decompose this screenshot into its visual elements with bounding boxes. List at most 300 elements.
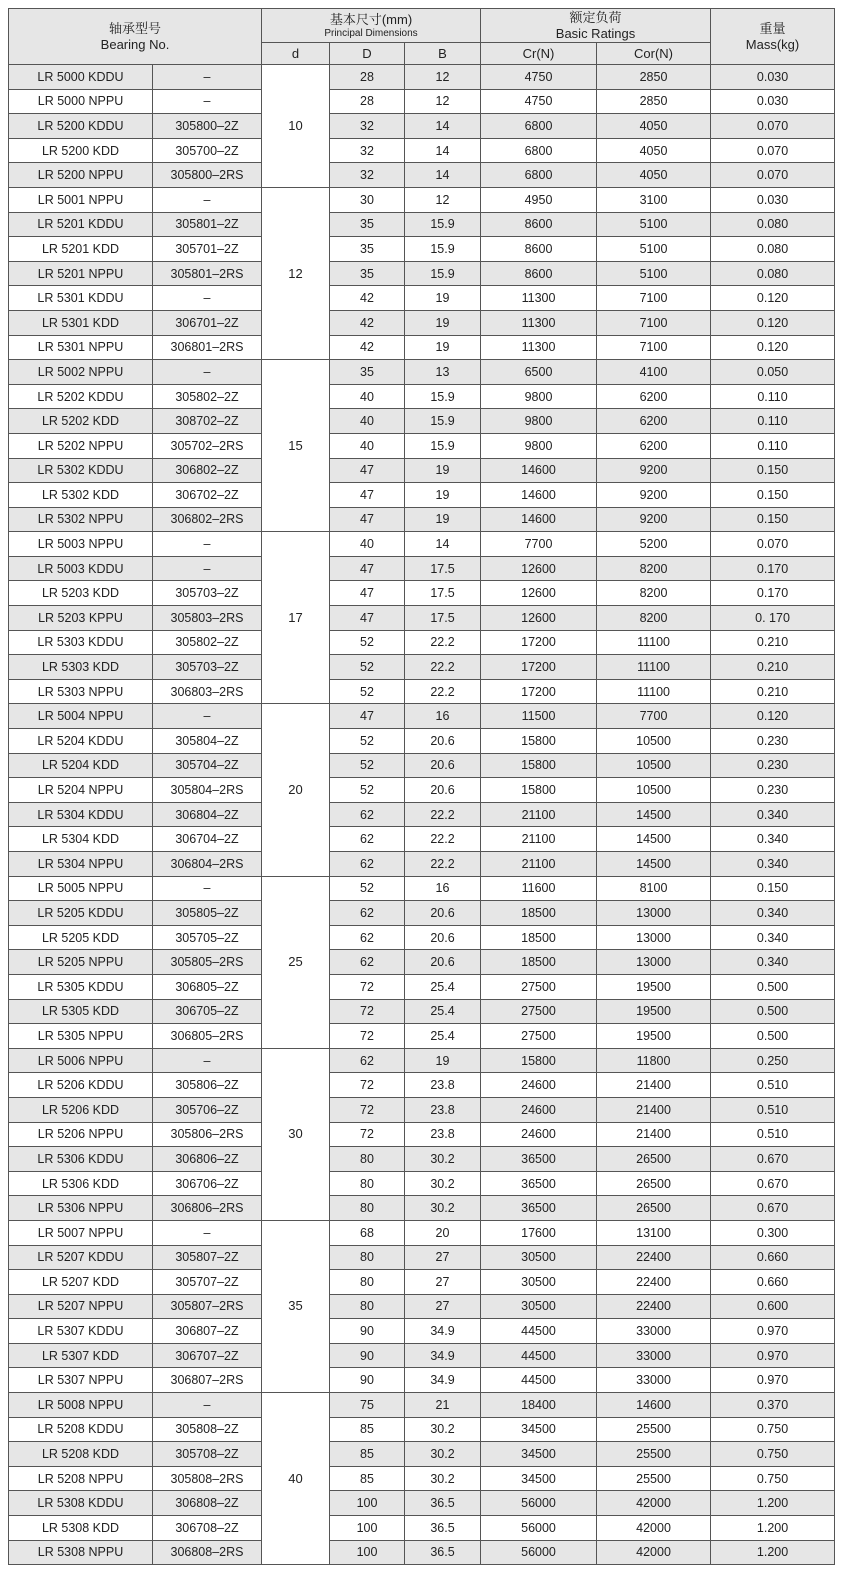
bearing-number-cell: LR 5302 KDDU: [9, 458, 153, 483]
table-row: [9, 1245, 835, 1270]
dynamic-rating-cell: 9800: [481, 384, 597, 409]
bearing-number-cell: LR 5305 KDDU: [9, 974, 153, 999]
dynamic-rating-cell: 24600: [481, 1097, 597, 1122]
static-rating-cell: 5100: [597, 212, 711, 237]
outer-diameter-cell: 40: [330, 532, 405, 557]
static-rating-cell: 4050: [597, 114, 711, 139]
equivalent-number-cell: 305807–2Z: [153, 1245, 262, 1270]
static-rating-cell: 14500: [597, 852, 711, 877]
equivalent-number-cell: 305801–2Z: [153, 212, 262, 237]
static-rating-cell: 10500: [597, 729, 711, 754]
mass-cell: 0.120: [711, 704, 835, 729]
equivalent-number-cell: –: [153, 65, 262, 90]
mass-cell: 0.510: [711, 1122, 835, 1147]
width-cell: 15.9: [405, 384, 481, 409]
width-cell: 23.8: [405, 1122, 481, 1147]
bearing-number-cell: LR 5305 NPPU: [9, 1024, 153, 1049]
bearing-number-cell: LR 5203 KDD: [9, 581, 153, 606]
static-rating-cell: 26500: [597, 1147, 711, 1172]
static-rating-cell: 25500: [597, 1466, 711, 1491]
equivalent-number-cell: 305801–2RS: [153, 261, 262, 286]
dynamic-rating-cell: 8600: [481, 261, 597, 286]
width-cell: 19: [405, 458, 481, 483]
outer-diameter-cell: 52: [330, 753, 405, 778]
static-rating-cell: 5200: [597, 532, 711, 557]
width-cell: 27: [405, 1294, 481, 1319]
table-row: [9, 704, 835, 729]
mass-cell: 0.150: [711, 458, 835, 483]
dynamic-rating-cell: 15800: [481, 753, 597, 778]
width-cell: 14: [405, 163, 481, 188]
bearing-number-cell: LR 5306 NPPU: [9, 1196, 153, 1221]
static-rating-cell: 19500: [597, 974, 711, 999]
outer-diameter-cell: 35: [330, 261, 405, 286]
bearing-number-header-cn: 轴承型号: [108, 21, 161, 36]
dynamic-rating-cell: 15800: [481, 778, 597, 803]
table-row: [9, 458, 835, 483]
dynamic-rating-cell: 36500: [481, 1196, 597, 1221]
dynamic-rating-cell: 7700: [481, 532, 597, 557]
static-rating-cell: 9200: [597, 507, 711, 532]
width-cell: 30.2: [405, 1442, 481, 1467]
mass-cell: 0.120: [711, 286, 835, 311]
dynamic-rating-cell: 12600: [481, 556, 597, 581]
mass-cell: 0.030: [711, 187, 835, 212]
bearing-number-cell: LR 5207 KDDU: [9, 1245, 153, 1270]
mass-cell: 0.210: [711, 679, 835, 704]
bearing-number-cell: LR 5305 KDD: [9, 999, 153, 1024]
table-row: [9, 729, 835, 754]
bearing-number-cell: LR 5003 NPPU: [9, 532, 153, 557]
mass-cell: 0.170: [711, 581, 835, 606]
width-cell: 30.2: [405, 1147, 481, 1172]
equivalent-number-cell: 306805–2RS: [153, 1024, 262, 1049]
table-row: [9, 852, 835, 877]
outer-diameter-cell: 52: [330, 630, 405, 655]
mass-cell: 0.340: [711, 925, 835, 950]
static-rating-cell: 22400: [597, 1245, 711, 1270]
static-rating-cell: 14600: [597, 1393, 711, 1418]
table-header: [9, 9, 835, 65]
static-rating-cell: 2850: [597, 89, 711, 114]
static-rating-cell: 5100: [597, 237, 711, 262]
equivalent-number-cell: 305802–2Z: [153, 384, 262, 409]
outer-diameter-cell: 62: [330, 925, 405, 950]
static-rating-cell: 11100: [597, 630, 711, 655]
table-row: [9, 802, 835, 827]
dynamic-rating-cell: 18500: [481, 950, 597, 975]
dynamic-rating-cell: 44500: [481, 1343, 597, 1368]
bearing-number-cell: LR 5201 NPPU: [9, 261, 153, 286]
outer-diameter-cell: 52: [330, 655, 405, 680]
dynamic-rating-cell: 6800: [481, 114, 597, 139]
dynamic-rating-cell: 18500: [481, 925, 597, 950]
mass-cell: 0.070: [711, 114, 835, 139]
static-rating-cell: 33000: [597, 1319, 711, 1344]
dynamic-rating-cell: 24600: [481, 1122, 597, 1147]
equivalent-number-cell: –: [153, 1220, 262, 1245]
bore-diameter-cell: 17: [262, 532, 330, 704]
static-rating-cell: 21400: [597, 1097, 711, 1122]
width-cell: 15.9: [405, 212, 481, 237]
equivalent-number-cell: 306808–2RS: [153, 1540, 262, 1565]
table-row: [9, 1048, 835, 1073]
bore-diameter-cell: 12: [262, 187, 330, 359]
static-rating-cell: 26500: [597, 1171, 711, 1196]
width-cell: 22.2: [405, 827, 481, 852]
width-cell: 30.2: [405, 1466, 481, 1491]
width-cell: 17.5: [405, 556, 481, 581]
width-cell: 12: [405, 89, 481, 114]
mass-cell: 0.030: [711, 89, 835, 114]
static-rating-cell: 10500: [597, 778, 711, 803]
bearing-number-cell: LR 5301 KDD: [9, 310, 153, 335]
basic-ratings-header: [481, 9, 711, 43]
static-rating-cell: 2850: [597, 65, 711, 90]
equivalent-number-cell: 305706–2Z: [153, 1097, 262, 1122]
equivalent-number-cell: 305705–2Z: [153, 925, 262, 950]
width-cell: 23.8: [405, 1073, 481, 1098]
equivalent-number-cell: 305803–2RS: [153, 606, 262, 631]
equivalent-number-cell: 305806–2Z: [153, 1073, 262, 1098]
table-row: [9, 925, 835, 950]
mass-cell: 0.660: [711, 1245, 835, 1270]
equivalent-number-cell: 305700–2Z: [153, 138, 262, 163]
outer-diameter-cell: 72: [330, 1073, 405, 1098]
mass-cell: 0.170: [711, 556, 835, 581]
width-cell: 16: [405, 704, 481, 729]
col-dynamic-rating-header: Cr(N): [481, 43, 597, 65]
dynamic-rating-cell: 11300: [481, 335, 597, 360]
bearing-number-cell: LR 5202 KDD: [9, 409, 153, 434]
width-cell: 15.9: [405, 409, 481, 434]
width-cell: 20.6: [405, 753, 481, 778]
outer-diameter-cell: 47: [330, 507, 405, 532]
dynamic-rating-cell: 15800: [481, 729, 597, 754]
dynamic-rating-cell: 14600: [481, 458, 597, 483]
outer-diameter-cell: 72: [330, 1097, 405, 1122]
bearing-number-cell: LR 5204 KDD: [9, 753, 153, 778]
outer-diameter-cell: 90: [330, 1368, 405, 1393]
outer-diameter-cell: 40: [330, 409, 405, 434]
mass-cell: 0.230: [711, 729, 835, 754]
mass-cell: 0.110: [711, 433, 835, 458]
outer-diameter-cell: 80: [330, 1196, 405, 1221]
dynamic-rating-cell: 27500: [481, 1024, 597, 1049]
static-rating-cell: 33000: [597, 1343, 711, 1368]
outer-diameter-cell: 80: [330, 1245, 405, 1270]
dynamic-rating-cell: 11300: [481, 310, 597, 335]
bearing-number-cell: LR 5004 NPPU: [9, 704, 153, 729]
equivalent-number-cell: 306804–2RS: [153, 852, 262, 877]
outer-diameter-cell: 100: [330, 1540, 405, 1565]
equivalent-number-cell: 305800–2RS: [153, 163, 262, 188]
mass-cell: 0.340: [711, 802, 835, 827]
bearing-number-cell: LR 5200 KDDU: [9, 114, 153, 139]
static-rating-cell: 42000: [597, 1516, 711, 1541]
table-row: [9, 753, 835, 778]
table-row: [9, 1220, 835, 1245]
table-row: [9, 655, 835, 680]
outer-diameter-cell: 47: [330, 483, 405, 508]
outer-diameter-cell: 47: [330, 458, 405, 483]
dynamic-rating-cell: 21100: [481, 827, 597, 852]
table-row: [9, 310, 835, 335]
static-rating-cell: 7100: [597, 335, 711, 360]
equivalent-number-cell: 305807–2RS: [153, 1294, 262, 1319]
bearing-number-cell: LR 5205 KDD: [9, 925, 153, 950]
bearing-number-cell: LR 5303 KDD: [9, 655, 153, 680]
mass-cell: 0.340: [711, 852, 835, 877]
mass-cell: 0.750: [711, 1417, 835, 1442]
bearing-number-cell: LR 5304 KDDU: [9, 802, 153, 827]
bearing-number-cell: LR 5207 NPPU: [9, 1294, 153, 1319]
mass-cell: 0.080: [711, 212, 835, 237]
bearing-number-header: [9, 9, 262, 65]
bore-diameter-cell: 20: [262, 704, 330, 876]
static-rating-cell: 10500: [597, 753, 711, 778]
equivalent-number-cell: 305808–2RS: [153, 1466, 262, 1491]
mass-cell: 0.150: [711, 876, 835, 901]
table-row: [9, 187, 835, 212]
static-rating-cell: 11100: [597, 655, 711, 680]
table-row: [9, 1540, 835, 1565]
mass-cell: 0.750: [711, 1442, 835, 1467]
static-rating-cell: 22400: [597, 1294, 711, 1319]
outer-diameter-cell: 42: [330, 335, 405, 360]
static-rating-cell: 11800: [597, 1048, 711, 1073]
bearing-number-cell: LR 5203 KPPU: [9, 606, 153, 631]
bearing-number-cell: LR 5000 NPPU: [9, 89, 153, 114]
table-row: [9, 1319, 835, 1344]
static-rating-cell: 42000: [597, 1540, 711, 1565]
bearing-number-cell: LR 5204 NPPU: [9, 778, 153, 803]
equivalent-number-cell: –: [153, 1393, 262, 1418]
width-cell: 14: [405, 532, 481, 557]
width-cell: 36.5: [405, 1516, 481, 1541]
outer-diameter-cell: 80: [330, 1270, 405, 1295]
outer-diameter-cell: 72: [330, 999, 405, 1024]
table-row: [9, 1516, 835, 1541]
outer-diameter-cell: 68: [330, 1220, 405, 1245]
width-cell: 14: [405, 114, 481, 139]
equivalent-number-cell: 305703–2Z: [153, 581, 262, 606]
bearing-number-cell: LR 5303 KDDU: [9, 630, 153, 655]
dynamic-rating-cell: 12600: [481, 606, 597, 631]
table-row: [9, 65, 835, 90]
static-rating-cell: 11100: [597, 679, 711, 704]
mass-cell: 0.210: [711, 655, 835, 680]
col-d-header: d: [262, 43, 330, 65]
bore-diameter-cell: 10: [262, 65, 330, 188]
dynamic-rating-cell: 11500: [481, 704, 597, 729]
equivalent-number-cell: 305805–2Z: [153, 901, 262, 926]
mass-cell: 0.750: [711, 1466, 835, 1491]
dynamic-rating-cell: 6500: [481, 360, 597, 385]
width-cell: 34.9: [405, 1343, 481, 1368]
outer-diameter-cell: 62: [330, 827, 405, 852]
equivalent-number-cell: 306808–2Z: [153, 1491, 262, 1516]
bearing-number-cell: LR 5302 KDD: [9, 483, 153, 508]
mass-cell: 0.600: [711, 1294, 835, 1319]
outer-diameter-cell: 85: [330, 1417, 405, 1442]
table-row: [9, 1122, 835, 1147]
bearing-spec-table: [8, 8, 835, 1565]
bearing-number-cell: LR 5206 NPPU: [9, 1122, 153, 1147]
static-rating-cell: 6200: [597, 409, 711, 434]
mass-cell: 1.200: [711, 1491, 835, 1516]
width-cell: 27: [405, 1245, 481, 1270]
dynamic-rating-cell: 12600: [481, 581, 597, 606]
width-cell: 22.2: [405, 852, 481, 877]
dynamic-rating-cell: 9800: [481, 433, 597, 458]
dynamic-rating-cell: 21100: [481, 852, 597, 877]
bearing-number-cell: LR 5206 KDDU: [9, 1073, 153, 1098]
dynamic-rating-cell: 11300: [481, 286, 597, 311]
outer-diameter-cell: 47: [330, 606, 405, 631]
mass-cell: 0.340: [711, 950, 835, 975]
width-cell: 15.9: [405, 237, 481, 262]
dynamic-rating-cell: 4950: [481, 187, 597, 212]
equivalent-number-cell: 305806–2RS: [153, 1122, 262, 1147]
mass-cell: 0.030: [711, 65, 835, 90]
mass-cell: 0.670: [711, 1171, 835, 1196]
equivalent-number-cell: 306704–2Z: [153, 827, 262, 852]
equivalent-number-cell: 306701–2Z: [153, 310, 262, 335]
bearing-number-cell: LR 5205 KDDU: [9, 901, 153, 926]
bearing-number-cell: LR 5306 KDD: [9, 1171, 153, 1196]
static-rating-cell: 13000: [597, 925, 711, 950]
static-rating-cell: 21400: [597, 1073, 711, 1098]
dynamic-rating-cell: 15800: [481, 1048, 597, 1073]
bearing-number-cell: LR 5202 KDDU: [9, 384, 153, 409]
outer-diameter-cell: 52: [330, 729, 405, 754]
outer-diameter-cell: 75: [330, 1393, 405, 1418]
outer-diameter-cell: 90: [330, 1343, 405, 1368]
width-cell: 17.5: [405, 581, 481, 606]
outer-diameter-cell: 62: [330, 950, 405, 975]
bearing-number-cell: LR 5308 KDDU: [9, 1491, 153, 1516]
outer-diameter-cell: 62: [330, 852, 405, 877]
equivalent-number-cell: 305704–2Z: [153, 753, 262, 778]
principal-dimensions-header-cn: 基本尺寸(mm): [329, 11, 413, 27]
equivalent-number-cell: 305802–2Z: [153, 630, 262, 655]
mass-cell: 0.070: [711, 138, 835, 163]
bearing-number-cell: LR 5003 KDDU: [9, 556, 153, 581]
mass-cell: 0.150: [711, 483, 835, 508]
bearing-number-cell: LR 5307 KDD: [9, 1343, 153, 1368]
outer-diameter-cell: 100: [330, 1491, 405, 1516]
equivalent-number-cell: 306707–2Z: [153, 1343, 262, 1368]
equivalent-number-cell: –: [153, 876, 262, 901]
width-cell: 25.4: [405, 999, 481, 1024]
outer-diameter-cell: 52: [330, 778, 405, 803]
mass-cell: 0.340: [711, 827, 835, 852]
dynamic-rating-cell: 56000: [481, 1516, 597, 1541]
table-row: [9, 950, 835, 975]
outer-diameter-cell: 72: [330, 1024, 405, 1049]
mass-cell: 0.080: [711, 237, 835, 262]
table-row: [9, 1073, 835, 1098]
outer-diameter-cell: 80: [330, 1171, 405, 1196]
equivalent-number-cell: 305804–2Z: [153, 729, 262, 754]
width-cell: 25.4: [405, 1024, 481, 1049]
equivalent-number-cell: 306807–2RS: [153, 1368, 262, 1393]
bearing-number-cell: LR 5307 KDDU: [9, 1319, 153, 1344]
outer-diameter-cell: 28: [330, 65, 405, 90]
bearing-number-cell: LR 5205 NPPU: [9, 950, 153, 975]
static-rating-cell: 33000: [597, 1368, 711, 1393]
outer-diameter-cell: 32: [330, 163, 405, 188]
dynamic-rating-cell: 24600: [481, 1073, 597, 1098]
width-cell: 19: [405, 286, 481, 311]
outer-diameter-cell: 52: [330, 679, 405, 704]
mass-cell: 0.500: [711, 999, 835, 1024]
dynamic-rating-cell: 36500: [481, 1147, 597, 1172]
principal-dimensions-header-en: Principal Dimensions: [324, 27, 418, 39]
outer-diameter-cell: 62: [330, 802, 405, 827]
width-cell: 19: [405, 310, 481, 335]
table-row: [9, 1491, 835, 1516]
outer-diameter-cell: 47: [330, 581, 405, 606]
bearing-number-cell: LR 5301 KDDU: [9, 286, 153, 311]
bearing-number-cell: LR 5006 NPPU: [9, 1048, 153, 1073]
dynamic-rating-cell: 18400: [481, 1393, 597, 1418]
width-cell: 20.6: [405, 925, 481, 950]
width-cell: 30.2: [405, 1417, 481, 1442]
mass-cell: 0.210: [711, 630, 835, 655]
width-cell: 25.4: [405, 974, 481, 999]
width-cell: 34.9: [405, 1319, 481, 1344]
dynamic-rating-cell: 27500: [481, 999, 597, 1024]
outer-diameter-cell: 28: [330, 89, 405, 114]
outer-diameter-cell: 80: [330, 1147, 405, 1172]
width-cell: 17.5: [405, 606, 481, 631]
mass-cell: 0.670: [711, 1147, 835, 1172]
width-cell: 19: [405, 483, 481, 508]
bearing-number-cell: LR 5304 NPPU: [9, 852, 153, 877]
equivalent-number-cell: –: [153, 532, 262, 557]
static-rating-cell: 13000: [597, 950, 711, 975]
table-row: [9, 630, 835, 655]
bearing-number-cell: LR 5008 NPPU: [9, 1393, 153, 1418]
equivalent-number-cell: –: [153, 360, 262, 385]
static-rating-cell: 8200: [597, 606, 711, 631]
equivalent-number-cell: 305707–2Z: [153, 1270, 262, 1295]
mass-cell: 0.500: [711, 974, 835, 999]
outer-diameter-cell: 40: [330, 384, 405, 409]
bearing-number-cell: LR 5001 NPPU: [9, 187, 153, 212]
mass-cell: 0.110: [711, 384, 835, 409]
mass-cell: 0.050: [711, 360, 835, 385]
width-cell: 20.6: [405, 778, 481, 803]
bearing-number-cell: LR 5007 NPPU: [9, 1220, 153, 1245]
outer-diameter-cell: 35: [330, 212, 405, 237]
mass-cell: 0.070: [711, 163, 835, 188]
dynamic-rating-cell: 4750: [481, 65, 597, 90]
bearing-number-header-en: Bearing No.: [100, 37, 170, 52]
width-cell: 21: [405, 1393, 481, 1418]
bearing-number-cell: LR 5202 NPPU: [9, 433, 153, 458]
bearing-number-cell: LR 5306 KDDU: [9, 1147, 153, 1172]
bore-diameter-cell: 30: [262, 1048, 330, 1220]
bearing-number-cell: LR 5201 KDDU: [9, 212, 153, 237]
width-cell: 19: [405, 335, 481, 360]
table-row: [9, 212, 835, 237]
outer-diameter-cell: 32: [330, 138, 405, 163]
width-cell: 36.5: [405, 1491, 481, 1516]
static-rating-cell: 6200: [597, 433, 711, 458]
